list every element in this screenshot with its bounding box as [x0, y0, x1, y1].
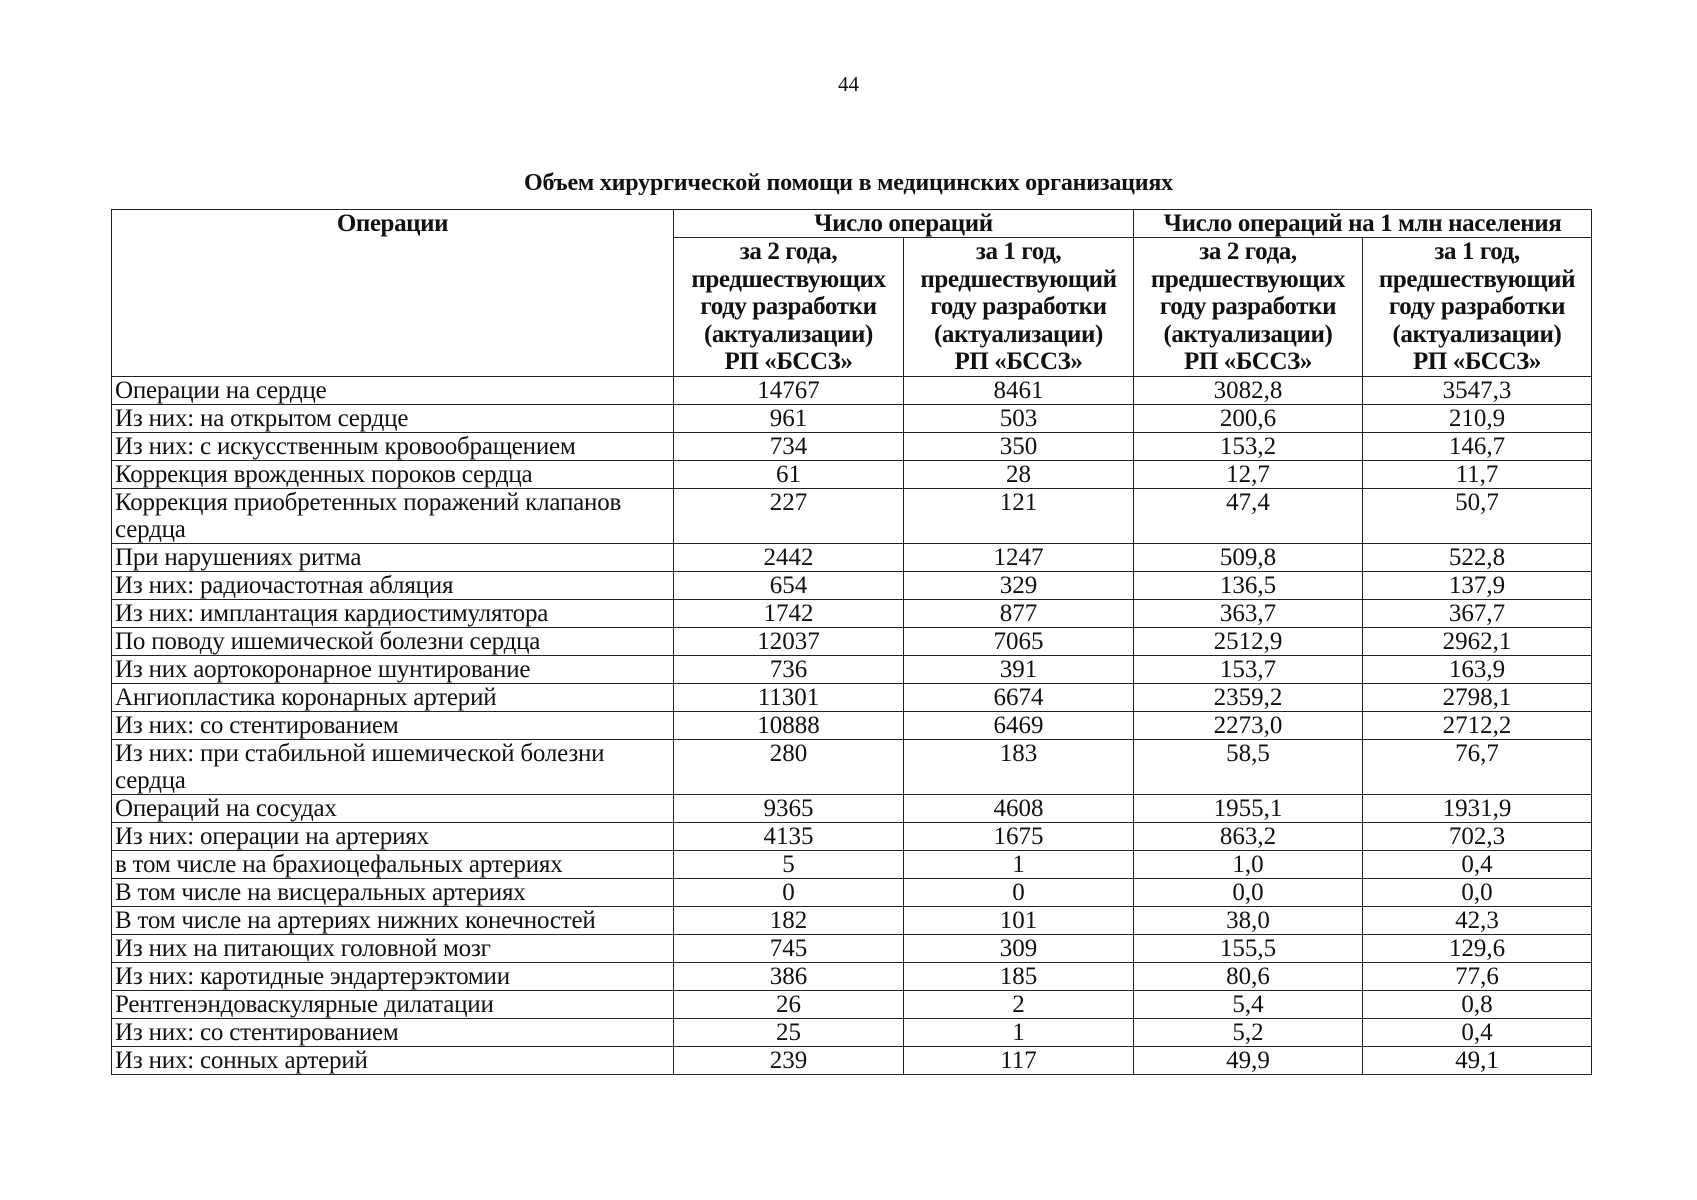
operation-name-cell: Из них: со стентированием [112, 1018, 674, 1046]
rate-1-year-cell: 11,7 [1363, 460, 1592, 488]
table-row [112, 906, 1592, 934]
count-2-years-cell: 182 [674, 906, 904, 934]
operation-name-cell: По поводу ишемической болезни сердца [112, 627, 674, 655]
surgery-volume-table [111, 209, 1592, 1075]
count-2-years-cell: 10888 [674, 711, 904, 739]
rate-1-year-cell: 0,8 [1363, 990, 1592, 1018]
operation-name-cell: Из них: на открытом сердце [112, 404, 674, 432]
column-header-count-1-year: за 1 год, предшествующий году разработки (актуализации) РП «БССЗ» [904, 238, 1134, 377]
rate-2-years-cell: 49,9 [1134, 1046, 1363, 1074]
table-row [112, 404, 1592, 432]
rate-2-years-cell: 2273,0 [1134, 711, 1363, 739]
rate-1-year-cell: 163,9 [1363, 655, 1592, 683]
count-1-year-cell: 309 [904, 934, 1134, 962]
operation-name-cell: Из них: со стентированием [112, 711, 674, 739]
column-header-operations: Операции [112, 210, 674, 377]
page-number: 44 [838, 72, 859, 96]
table-row [112, 683, 1592, 711]
count-2-years-cell: 734 [674, 432, 904, 460]
count-1-year-cell: 1247 [904, 543, 1134, 571]
rate-1-year-cell: 137,9 [1363, 571, 1592, 599]
table-row [112, 432, 1592, 460]
count-1-year-cell: 183 [904, 739, 1134, 794]
count-1-year-cell: 1675 [904, 822, 1134, 850]
count-2-years-cell: 5 [674, 850, 904, 878]
rate-2-years-cell: 80,6 [1134, 962, 1363, 990]
rate-2-years-cell: 2512,9 [1134, 627, 1363, 655]
count-1-year-cell: 6469 [904, 711, 1134, 739]
rate-2-years-cell: 47,4 [1134, 488, 1363, 543]
count-2-years-cell: 227 [674, 488, 904, 543]
table-row [112, 655, 1592, 683]
rate-1-year-cell: 0,4 [1363, 850, 1592, 878]
rate-1-year-cell: 210,9 [1363, 404, 1592, 432]
operation-name-cell: Операций на сосудах [112, 794, 674, 822]
table-row [112, 739, 1592, 794]
count-2-years-cell: 61 [674, 460, 904, 488]
table-row [112, 878, 1592, 906]
rate-1-year-cell: 42,3 [1363, 906, 1592, 934]
rate-2-years-cell: 136,5 [1134, 571, 1363, 599]
table-row [112, 543, 1592, 571]
column-group-operation-count: Число операций [674, 210, 1134, 238]
rate-1-year-cell: 50,7 [1363, 488, 1592, 543]
rate-2-years-cell: 58,5 [1134, 739, 1363, 794]
count-1-year-cell: 8461 [904, 376, 1134, 404]
rate-2-years-cell: 153,7 [1134, 655, 1363, 683]
rate-2-years-cell: 12,7 [1134, 460, 1363, 488]
count-2-years-cell: 4135 [674, 822, 904, 850]
column-group-per-million: Число операций на 1 млн населения [1134, 210, 1592, 238]
operation-name-cell: Из них на питающих головной мозг [112, 934, 674, 962]
operation-name-cell: Из них: при стабильной ишемической болезни сердца [112, 739, 674, 794]
rate-1-year-cell: 76,7 [1363, 739, 1592, 794]
rate-1-year-cell: 77,6 [1363, 962, 1592, 990]
table-row [112, 962, 1592, 990]
count-2-years-cell: 11301 [674, 683, 904, 711]
rate-2-years-cell: 200,6 [1134, 404, 1363, 432]
column-header-count-2-years: за 2 года, предшествующих году разработки (актуализации) РП «БССЗ» [674, 238, 904, 377]
count-2-years-cell: 14767 [674, 376, 904, 404]
rate-1-year-cell: 3547,3 [1363, 376, 1592, 404]
table-row [112, 794, 1592, 822]
document-title: Объем хирургической помощи в медицинских организациях [524, 170, 1173, 196]
operation-name-cell: в том числе на брахиоцефальных артериях [112, 850, 674, 878]
table-row [112, 376, 1592, 404]
count-1-year-cell: 877 [904, 599, 1134, 627]
count-1-year-cell: 1 [904, 850, 1134, 878]
rate-2-years-cell: 1,0 [1134, 850, 1363, 878]
count-1-year-cell: 101 [904, 906, 1134, 934]
count-2-years-cell: 2442 [674, 543, 904, 571]
table-row [112, 627, 1592, 655]
count-1-year-cell: 503 [904, 404, 1134, 432]
rate-1-year-cell: 702,3 [1363, 822, 1592, 850]
count-1-year-cell: 2 [904, 990, 1134, 1018]
table-row [112, 571, 1592, 599]
column-header-rate-1-year: за 1 год, предшествующий году разработки (актуализации) РП «БССЗ» [1363, 238, 1592, 377]
count-1-year-cell: 6674 [904, 683, 1134, 711]
count-2-years-cell: 12037 [674, 627, 904, 655]
count-1-year-cell: 7065 [904, 627, 1134, 655]
rate-1-year-cell: 146,7 [1363, 432, 1592, 460]
count-2-years-cell: 736 [674, 655, 904, 683]
table-row [112, 990, 1592, 1018]
rate-2-years-cell: 1955,1 [1134, 794, 1363, 822]
table-row [112, 822, 1592, 850]
operation-name-cell: Из них аортокоронарное шунтирование [112, 655, 674, 683]
rate-2-years-cell: 0,0 [1134, 878, 1363, 906]
operation-name-cell: Из них: сонных артерий [112, 1046, 674, 1074]
operation-name-cell: Ангиопластика коронарных артерий [112, 683, 674, 711]
rate-2-years-cell: 5,2 [1134, 1018, 1363, 1046]
table-body [112, 376, 1592, 1074]
table-row [112, 460, 1592, 488]
operation-name-cell: Коррекция врожденных пороков сердца [112, 460, 674, 488]
rate-2-years-cell: 5,4 [1134, 990, 1363, 1018]
count-1-year-cell: 117 [904, 1046, 1134, 1074]
operation-name-cell: Из них: с искусственным кровообращением [112, 432, 674, 460]
rate-2-years-cell: 863,2 [1134, 822, 1363, 850]
count-1-year-cell: 4608 [904, 794, 1134, 822]
operation-name-cell: Из них: операции на артериях [112, 822, 674, 850]
operation-name-cell: Из них: каротидные эндартерэктомии [112, 962, 674, 990]
rate-2-years-cell: 155,5 [1134, 934, 1363, 962]
count-1-year-cell: 329 [904, 571, 1134, 599]
rate-2-years-cell: 3082,8 [1134, 376, 1363, 404]
rate-1-year-cell: 129,6 [1363, 934, 1592, 962]
count-2-years-cell: 1742 [674, 599, 904, 627]
column-header-rate-2-years: за 2 года, предшествующих году разработки (актуализации) РП «БССЗ» [1134, 238, 1363, 377]
rate-1-year-cell: 0,4 [1363, 1018, 1592, 1046]
table-row [112, 711, 1592, 739]
table-header [112, 210, 1592, 377]
rate-2-years-cell: 153,2 [1134, 432, 1363, 460]
count-2-years-cell: 654 [674, 571, 904, 599]
rate-1-year-cell: 49,1 [1363, 1046, 1592, 1074]
count-1-year-cell: 1 [904, 1018, 1134, 1046]
table-row [112, 934, 1592, 962]
table-row [112, 1046, 1592, 1074]
count-2-years-cell: 239 [674, 1046, 904, 1074]
rate-1-year-cell: 1931,9 [1363, 794, 1592, 822]
operation-name-cell: Операции на сердце [112, 376, 674, 404]
rate-2-years-cell: 363,7 [1134, 599, 1363, 627]
count-2-years-cell: 0 [674, 878, 904, 906]
rate-1-year-cell: 522,8 [1363, 543, 1592, 571]
count-1-year-cell: 391 [904, 655, 1134, 683]
operation-name-cell: Коррекция приобретенных поражений клапанов сердца [112, 488, 674, 543]
count-2-years-cell: 25 [674, 1018, 904, 1046]
count-1-year-cell: 350 [904, 432, 1134, 460]
operation-name-cell: При нарушениях ритма [112, 543, 674, 571]
rate-2-years-cell: 509,8 [1134, 543, 1363, 571]
operation-name-cell: Из них: имплантация кардиостимулятора [112, 599, 674, 627]
table-row [112, 599, 1592, 627]
operation-name-cell: В том числе на висцеральных артериях [112, 878, 674, 906]
rate-1-year-cell: 2798,1 [1363, 683, 1592, 711]
rate-1-year-cell: 2712,2 [1363, 711, 1592, 739]
table-row [112, 850, 1592, 878]
rate-1-year-cell: 0,0 [1363, 878, 1592, 906]
operation-name-cell: Из них: радиочастотная абляция [112, 571, 674, 599]
rate-1-year-cell: 367,7 [1363, 599, 1592, 627]
count-2-years-cell: 386 [674, 962, 904, 990]
count-1-year-cell: 121 [904, 488, 1134, 543]
rate-1-year-cell: 2962,1 [1363, 627, 1592, 655]
count-2-years-cell: 9365 [674, 794, 904, 822]
count-2-years-cell: 745 [674, 934, 904, 962]
rate-2-years-cell: 38,0 [1134, 906, 1363, 934]
rate-2-years-cell: 2359,2 [1134, 683, 1363, 711]
count-2-years-cell: 280 [674, 739, 904, 794]
count-1-year-cell: 28 [904, 460, 1134, 488]
operation-name-cell: Рентгенэндоваскулярные дилатации [112, 990, 674, 1018]
operation-name-cell: В том числе на артериях нижних конечностей [112, 906, 674, 934]
count-2-years-cell: 961 [674, 404, 904, 432]
count-2-years-cell: 26 [674, 990, 904, 1018]
table-row [112, 488, 1592, 543]
count-1-year-cell: 0 [904, 878, 1134, 906]
table-row [112, 1018, 1592, 1046]
count-1-year-cell: 185 [904, 962, 1134, 990]
